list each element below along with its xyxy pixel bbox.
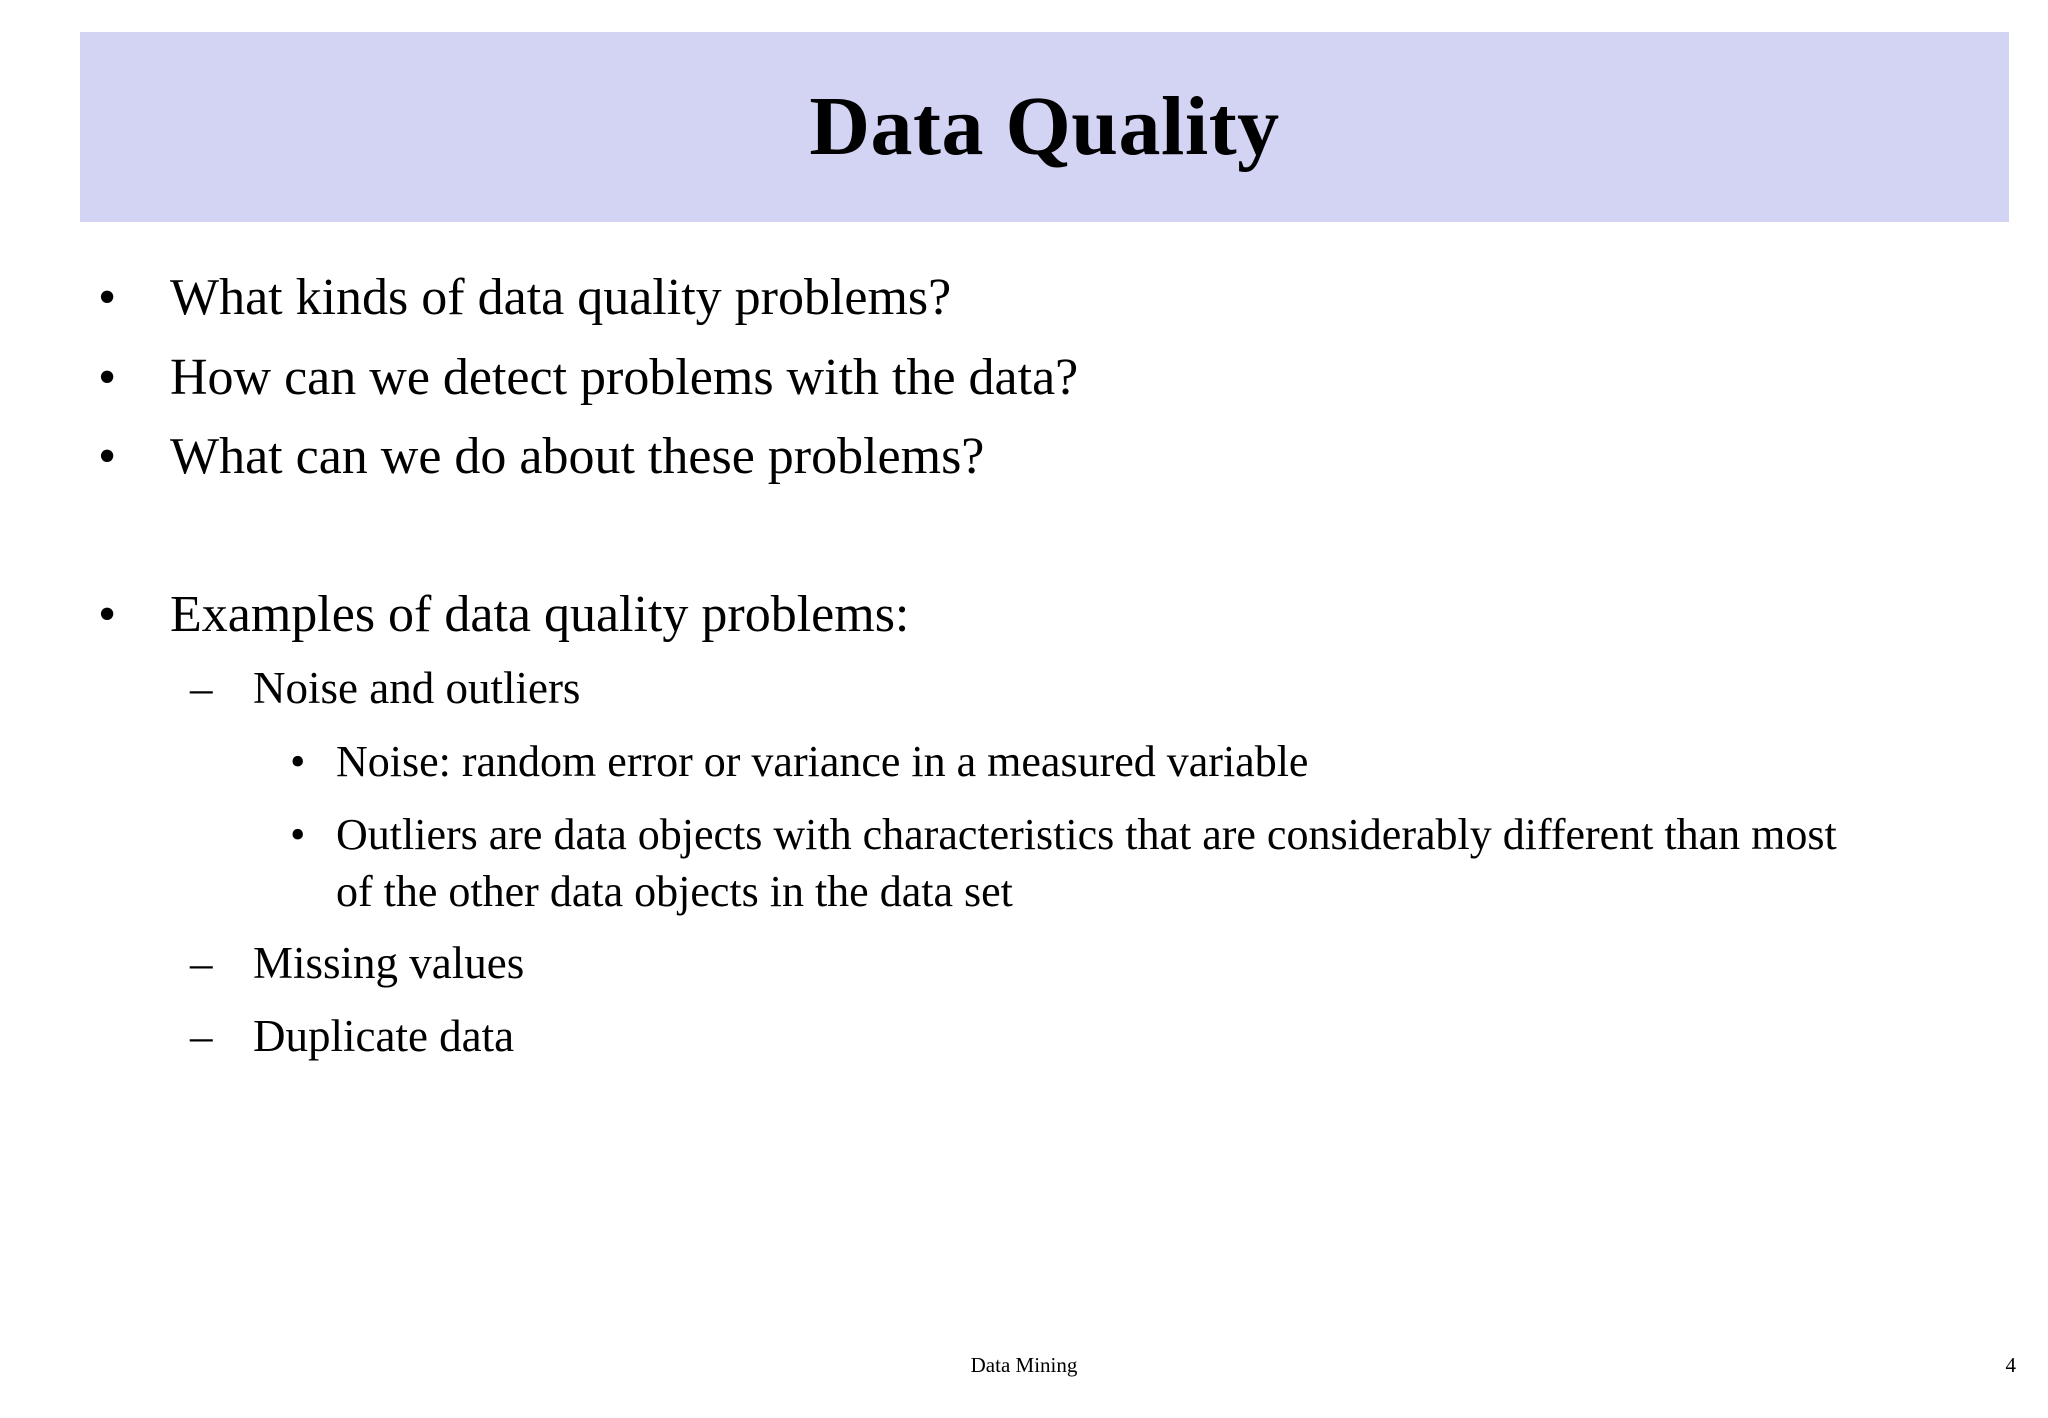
example-noise-outliers: Noise and outliers [253,663,581,713]
slide-title: Data Quality [809,80,1280,173]
noise-definition: Noise: random error or variance in a measured variable [336,737,1309,786]
bullet-marker: • [290,737,306,786]
dash-marker: – [190,663,213,713]
question-item: What kinds of data quality problems? [170,269,952,326]
outliers-definition-continued: of the other data objects in the data set [336,867,1013,916]
example-duplicate-data: Duplicate data [253,1011,515,1061]
bullet-marker: • [290,810,306,859]
footer-page-number: 4 [2005,1353,2016,1377]
question-item: How can we detect problems with the data? [170,349,1079,406]
dash-marker: – [190,938,213,988]
examples-heading: Examples of data quality problems: [170,586,910,643]
bullet-marker: • [98,269,117,326]
bullet-marker: • [98,428,117,485]
title-bar [80,32,2009,222]
footer-course-title: Data Mining [970,1353,1078,1377]
bullet-marker: • [98,586,117,643]
bullet-marker: • [98,349,117,406]
outliers-definition: Outliers are data objects with characteristics that are considerably different than most [336,810,1837,859]
question-item: What can we do about these problems? [170,428,985,485]
example-missing-values: Missing values [253,938,525,988]
dash-marker: – [190,1011,213,1061]
